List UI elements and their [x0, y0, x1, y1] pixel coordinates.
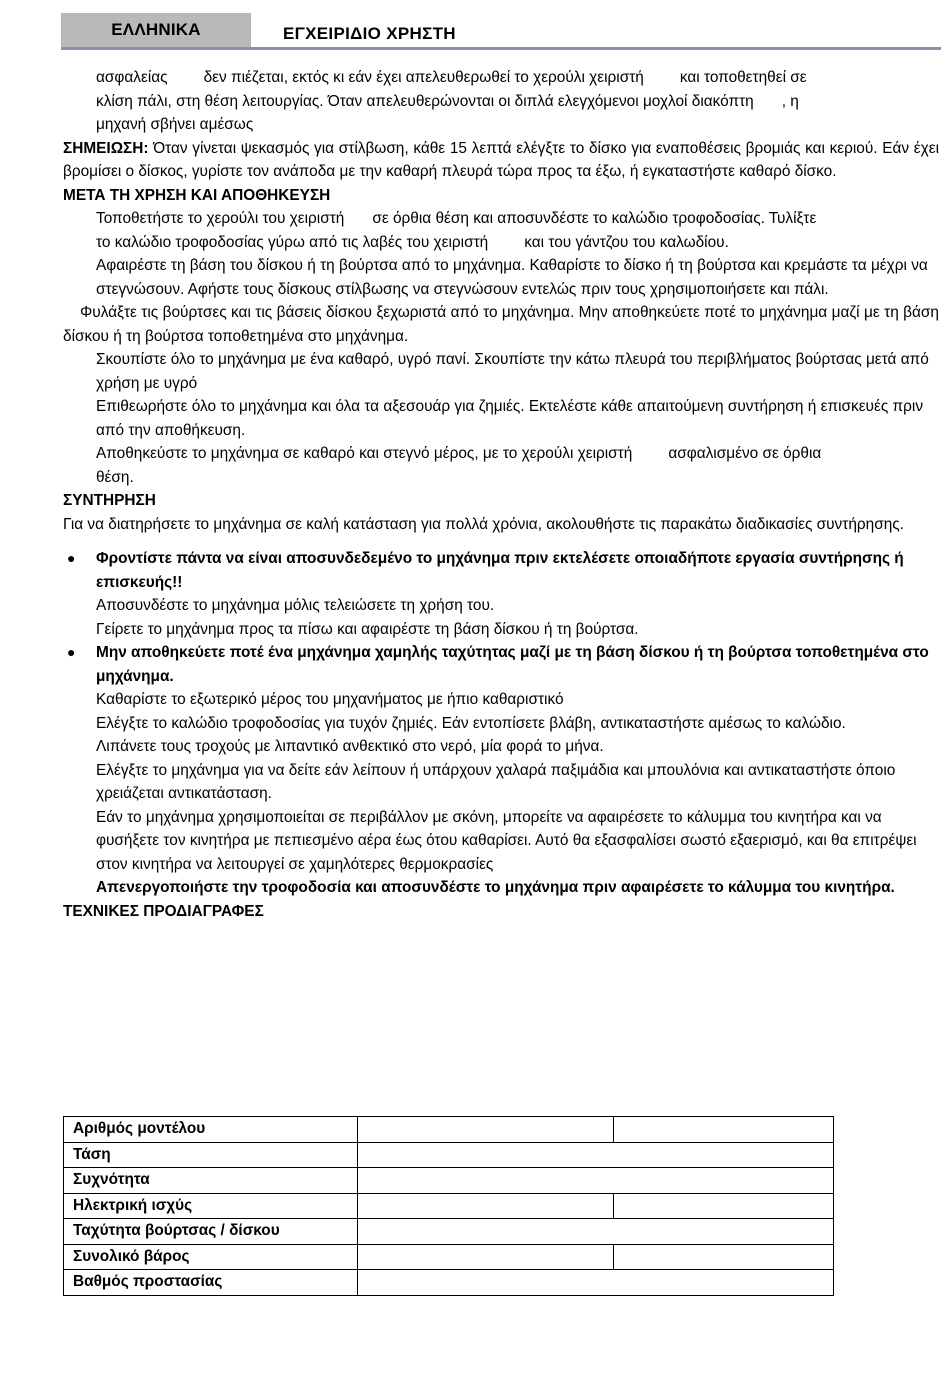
- spec-value-cell: [357, 1244, 614, 1270]
- table-row: [64, 1219, 834, 1245]
- table-row: [64, 1244, 834, 1270]
- after-use-p1-line1: Τοποθετήστε το χερούλι του χειριστή σε όρθια θέση και αποσυνδέστε το καλώδιο τροφοδοσίας. Τυλίξτε: [96, 210, 817, 227]
- maintenance-warning-3: Απενεργοποιήστε την τροφοδοσία και αποσυνδέστε το μηχάνημα πριν αφαιρέσετε το κάλυμμα του κινητήρα.: [96, 879, 895, 896]
- spec-value-cell: [357, 1193, 614, 1219]
- maintenance-step: Εάν το μηχάνημα χρησιμοποιείται σε περιβάλλον με σκόνη, μπορείτε να αφαιρέσετε το κάλυμμα του κινητήρα και να φυσήξετε τον κινητήρα με πεπιεσμένο αέρα έως ότου καθαρίσει. Αυτό θα εξασφαλίσει σωστό εξαερισμό, και θα επιτρέψει στον κινητήρα να λειτουργεί σε χαμηλότερες θερμοκρασίες: [96, 808, 917, 873]
- header-rule: [61, 47, 941, 50]
- after-use-p3: Φυλάξτε τις βούρτσες και τις βάσεις δίσκου ξεχωριστά από το μηχάνημα. Μην αποθηκεύετε ποτέ το μηχάνημα μαζί με τη βάση δίσκου ή τη βούρτσα τοποθετημένα στο μηχάνημα.: [63, 304, 939, 345]
- spec-label: Τάση: [64, 1142, 358, 1168]
- spec-value-cell: [357, 1142, 833, 1168]
- page-header: [61, 13, 941, 49]
- bullet-icon: ●: [67, 550, 76, 566]
- after-use-p2: Αφαιρέστε τη βάση του δίσκου ή τη βούρτσα από το μηχάνημα. Καθαρίστε το δίσκο ή τη βούρτσα και κρεμάστε τα μέχρι να στεγνώσουν. Αφήστε τους δίσκους στίλβωσης να στεγνώσουν εντελώς πριν τους χρησιμοποιήσετε και πάλι.: [96, 257, 928, 298]
- spec-label: Ταχύτητα βούρτσας / δίσκου: [64, 1219, 358, 1245]
- maintenance-step: Λιπάνετε τους τροχούς με λιπαντικό ανθεκτικό στο νερό, μία φορά το μήνα.: [96, 738, 604, 755]
- maintenance-step: Καθαρίστε το εξωτερικό μέρος του μηχανήματος με ήπιο καθαριστικό: [96, 691, 564, 708]
- spec-label: Συνολικό βάρος: [64, 1244, 358, 1270]
- maintenance-heading: ΣΥΝΤΗΡΗΣΗ: [63, 492, 156, 509]
- maintenance-warning-2: ● Μην αποθηκεύετε ποτέ ένα μηχάνημα χαμηλής ταχύτητας μαζί με τη βάση δίσκου ή τη βούρτσα τοποθετημένα στο μηχάνημα.: [63, 641, 939, 688]
- maintenance-step: Γείρετε το μηχάνημα προς τα πίσω και αφαιρέστε τη βάση δίσκου ή τη βούρτσα.: [96, 620, 639, 638]
- after-use-heading: ΜΕΤΑ ΤΗ ΧΡΗΣΗ ΚΑΙ ΑΠΟΘΗΚΕΥΣΗ: [63, 186, 331, 204]
- spec-value-cell: [614, 1117, 834, 1143]
- note-label: ΣΗΜΕΙΩΣΗ:: [63, 139, 149, 157]
- table-row: [64, 1117, 834, 1143]
- intro-line-3: μηχανή σβήνει αμέσως: [96, 116, 254, 133]
- spec-value-cell: [357, 1270, 833, 1296]
- after-use-p5: Επιθεωρήστε όλο το μηχάνημα και όλα τα αξεσουάρ για ζημιές. Εκτελέστε κάθε απαιτούμενη συντήρηση ή επισκευές πριν από την αποθήκευση.: [96, 398, 924, 439]
- document-body: [63, 66, 939, 923]
- after-use-p6-line2: θέση.: [96, 468, 134, 486]
- spec-label: Αριθμός μοντέλου: [64, 1117, 358, 1143]
- spec-label: Συχνότητα: [64, 1168, 358, 1194]
- maintenance-intro: Για να διατηρήσετε το μηχάνημα σε καλή κατάσταση για πολλά χρόνια, ακολουθήστε τις παρακάτω διαδικασίες συντήρησης.: [63, 515, 904, 533]
- table-row: [64, 1270, 834, 1296]
- bullet-icon: ●: [67, 644, 76, 660]
- specs-table: [63, 1116, 834, 1296]
- spec-value-cell: [357, 1219, 833, 1245]
- intro-line-1: ασφαλείας δεν πιέζεται, εκτός κι εάν έχει απελευθερωθεί το χερούλι χειριστή και τοποθετηθεί σε: [96, 69, 807, 86]
- maintenance-step: Αποσυνδέστε το μηχάνημα μόλις τελειώσετε τη χρήση του.: [96, 597, 495, 614]
- spec-value-cell: [357, 1168, 833, 1194]
- specs-heading: ΤΕΧΝΙΚΕΣ ΠΡΟΔΙΑΓΡΑΦΕΣ: [63, 902, 264, 920]
- spec-value-cell: [614, 1193, 834, 1219]
- after-use-p4: Σκουπίστε όλο το μηχάνημα με ένα καθαρό, υγρό πανί. Σκουπίστε την κάτω πλευρά του περιβλήματος βούρτσας μετά από χρήση με υγρό: [96, 351, 929, 392]
- after-use-p6-line1: Αποθηκεύστε το μηχάνημα σε καθαρό και στεγνό μέρος, με το χερούλι χειριστή ασφαλισμένο σε όρθια: [96, 445, 822, 462]
- language-tab: ΕΛΛΗΝΙΚΑ: [61, 13, 251, 48]
- intro-line-2: κλίση πάλι, στη θέση λειτουργίας. Όταν απελευθερώνονται οι διπλά ελεγχόμενοι μοχλοί διακόπτη , η: [96, 92, 799, 110]
- spec-label: Ηλεκτρική ισχύς: [64, 1193, 358, 1219]
- manual-title: ΕΓΧΕΙΡΙΔΙΟ ΧΡΗΣΤΗ: [283, 24, 456, 43]
- after-use-p1-line2: το καλώδιο τροφοδοσίας γύρω από τις λαβές του χειριστή και του γάντζου του καλωδίου.: [96, 233, 729, 251]
- spec-value-cell: [614, 1244, 834, 1270]
- maintenance-step: Ελέγξτε το καλώδιο τροφοδοσίας για τυχόν ζημιές. Εάν εντοπίσετε βλάβη, αντικαταστήστε αμέσως το καλώδιο.: [96, 714, 846, 732]
- table-row: [64, 1193, 834, 1219]
- spec-label: Βαθμός προστασίας: [64, 1270, 358, 1296]
- table-row: [64, 1168, 834, 1194]
- maintenance-warning-1: ● Φροντίστε πάντα να είναι αποσυνδεδεμένο το μηχάνημα πριν εκτελέσετε οποιαδήποτε εργασία συντήρησης ή επισκευής!!: [63, 547, 939, 594]
- note-paragraph: ΣΗΜΕΙΩΣΗ: Όταν γίνεται ψεκασμός για στίλβωση, κάθε 15 λεπτά ελέγξτε το δίσκο για εναποθέσεις βρομιάς και κεριού. Εάν έχει βρομίσει ο δίσκος, γυρίστε τον ανάποδα με την καθαρή πλευρά τώρα προς τα έξω, ή εγκαταστήστε καθαρό δίσκο.: [63, 139, 939, 180]
- table-row: [64, 1142, 834, 1168]
- spec-value-cell: [357, 1117, 614, 1143]
- maintenance-step: Ελέγξτε το μηχάνημα για να δείτε εάν λείπουν ή υπάρχουν χαλαρά παξιμάδια και μπουλόνια και αντικαταστήστε όποιο χρειάζεται αντικατάσταση.: [96, 761, 896, 802]
